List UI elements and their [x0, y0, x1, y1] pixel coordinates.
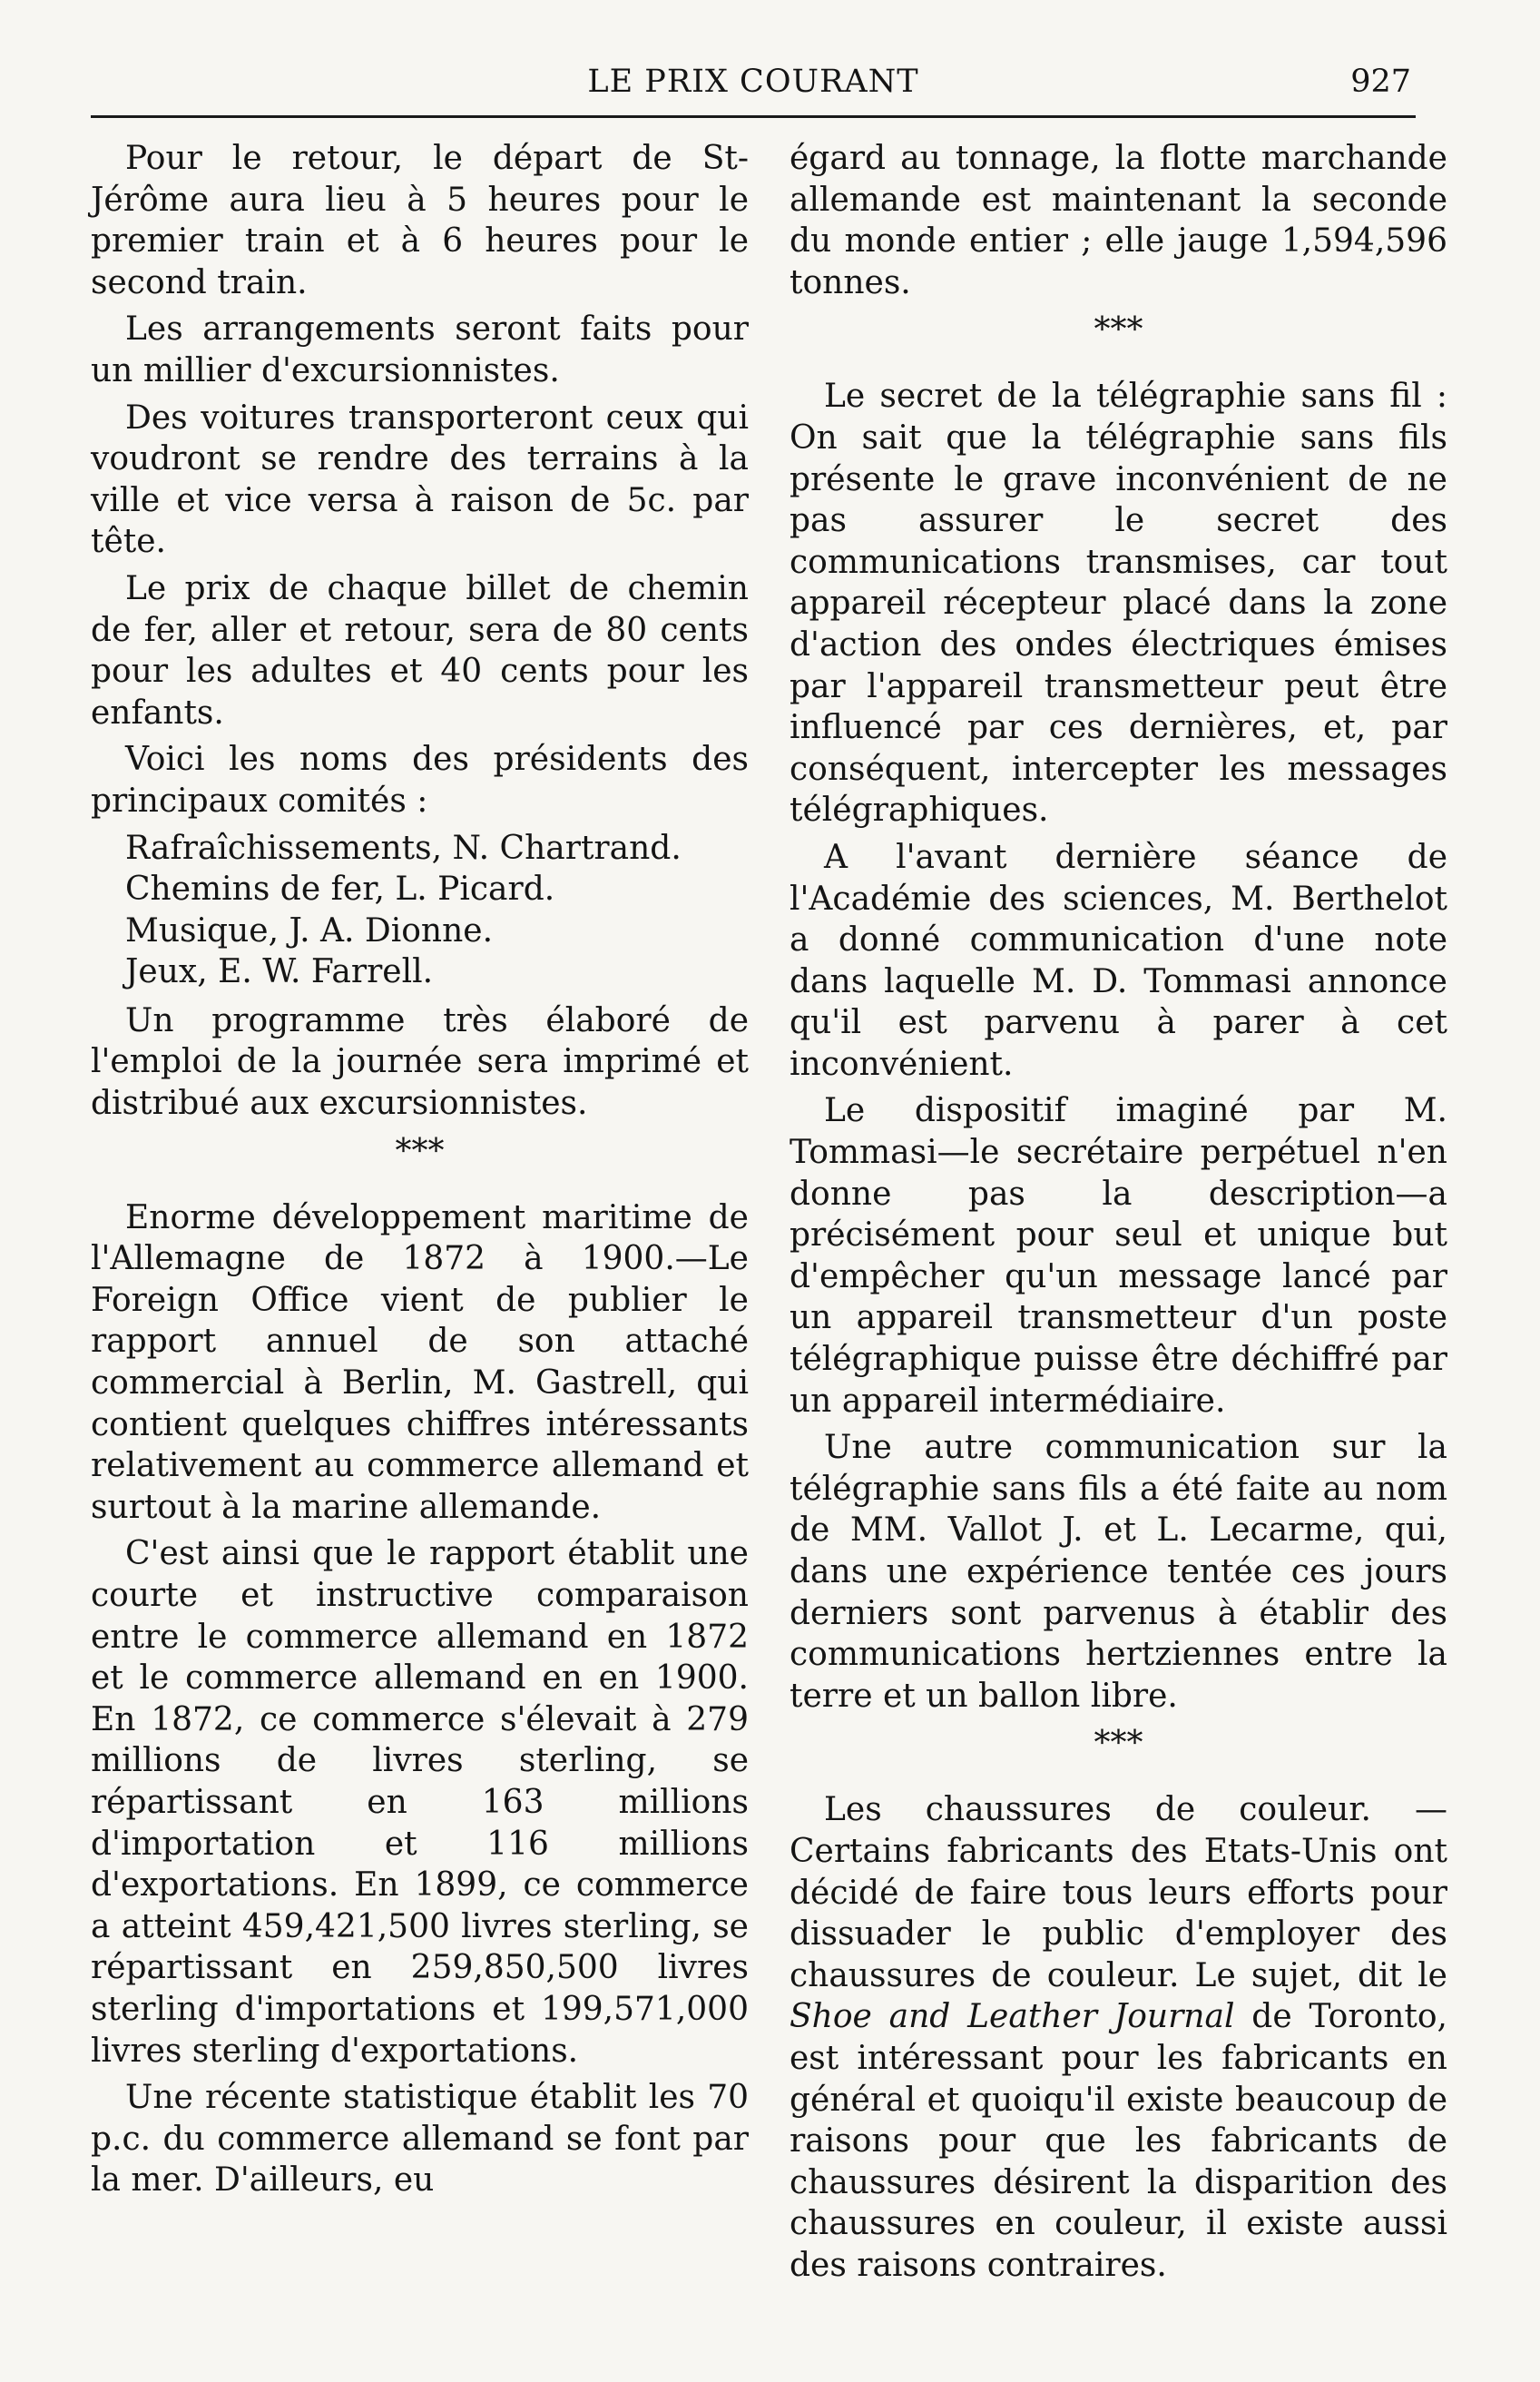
- left-column: [91, 138, 749, 2207]
- paragraph-fleet-tonnage: égard au tonnage, la flotte marchande allemande est maintenant la seconde du monde entier ; elle jauge 1,594,596 tonnes.: [790, 140, 1447, 301]
- header-rule: [91, 115, 1416, 118]
- committee-item: Jeux, E. W. Farrell.: [125, 953, 434, 991]
- page-number: 927: [1350, 64, 1411, 100]
- paragraph-colored-shoes: Les chaussures de couleur. — Certains fabricants des Etats-Unis ont décidé de faire tous leurs efforts pour dissuader le public d'employer des chaussures de couleur. Le sujet, dit le Shoe and Leather Journal de Toronto, est intéressant pour les fabricants en général et quoiqu'il existe beaucoup de raisons pour que les fabricants de chaussures désirent la disparition des chaussures en couleur, il existe aussi des raisons contraires.: [790, 1791, 1447, 2284]
- paragraph-committees-intro: Voici les noms des présidents des principaux comités :: [91, 741, 749, 820]
- paragraph-german-maritime: Enorme développement maritime de l'Allemagne de 1872 à 1900.—Le Foreign Office vient de publier le rapport annuel de son attaché commercial à Berlin, M. Gastrell, qui contient quelques chiffres intéressants relativement au commerce allemand et surtout à la marine allemande.: [91, 1198, 749, 1526]
- paragraph-arrangements: Les arrangements seront faits pour un millier d'excursionnistes.: [91, 310, 749, 389]
- page-header: [91, 64, 1416, 114]
- right-column: [790, 138, 1447, 2292]
- paragraph-academy: A l'avant dernière séance de l'Académie des sciences, M. Berthelot a donné communication d'une note dans laquelle M. D. Tommasi annonce qu'il est parvenu à parer à cet inconvénient.: [790, 838, 1447, 1083]
- section-separator: ***: [1094, 311, 1143, 349]
- committee-item: Rafraîchissements, N. Chartrand.: [125, 829, 682, 867]
- paragraph-sea-trade: Une récente statistique établit les 70 p.c. du commerce allemand se font par la mer. D'ailleurs, eu: [91, 2079, 749, 2200]
- paragraph-ticket-price: Le prix de chaque billet de chemin de fer, aller et retour, sera de 80 cents pour les adultes et 40 cents pour les enfants.: [91, 569, 749, 732]
- section-separator: ***: [395, 1132, 445, 1170]
- section-separator: ***: [1094, 1725, 1143, 1763]
- paragraph-trade-comparison: C'est ainsi que le rapport établit une courte et instructive comparaison entre le commerce allemand en 1872 et le commerce allemand en en 1900. En 1872, ce commerce s'élevait à 279 millions de livres sterling, se répartissant en 163 millions d'importation et 116 millions d'exportations. En 1899, ce commerce a atteint 459,421,500 livres sterling, se répartissant en 259,850,500 livres sterling d'importations et 199,571,000 livres sterling d'exportations.: [91, 1535, 749, 2070]
- paragraph-hertzian-balloon: Une autre communication sur la télégraphie sans fils a été faite au nom de MM. Vallot J. et L. Lecarme, qui, dans une expérience tentée ces jours derniers sont parvenus à établir des communications hertziennes entre la terre et un ballon libre.: [790, 1429, 1447, 1715]
- paragraph-tommasi-device: Le dispositif imaginé par M. Tommasi—le secrétaire perpétuel n'en donne pas la description—a précisément pour seul et unique but d'empêcher qu'un message lancé par un appareil transmetteur d'un poste télégraphique puisse être déchiffré par un appareil intermédiaire.: [790, 1092, 1447, 1420]
- journal-title: Shoe and Leather Journal: [790, 1998, 1235, 2036]
- paragraph-return-schedule: Pour le retour, le départ de St-Jérôme aura lieu à 5 heures pour le premier train et à 6 heures pour le second train.: [91, 140, 749, 301]
- committee-item: Chemins de fer, L. Picard.: [125, 871, 555, 909]
- committee-item: Musique, J. A. Dionne.: [125, 911, 494, 950]
- paragraph-programme: Un programme très élaboré de l'emploi de la journée sera imprimé et distribué aux excursionnistes.: [91, 1001, 749, 1123]
- paragraph-wireless-secret: Le secret de la télégraphie sans fil : On sait que la télégraphie sans fils présente le grave inconvénient de ne pas assurer le secret des communications transmises, car tout appareil récepteur placé dans la zone d'action des ondes électriques émises par l'appareil transmetteur peut être influencé par ces dernières, et, par conséquent, intercepter les messages télégraphiques.: [790, 378, 1447, 830]
- running-title: LE PRIX COURANT: [587, 64, 919, 100]
- paragraph-carriages: Des voitures transporteront ceux qui voudront se rendre des terrains à la ville et vice versa à raison de 5c. par tête.: [91, 399, 749, 561]
